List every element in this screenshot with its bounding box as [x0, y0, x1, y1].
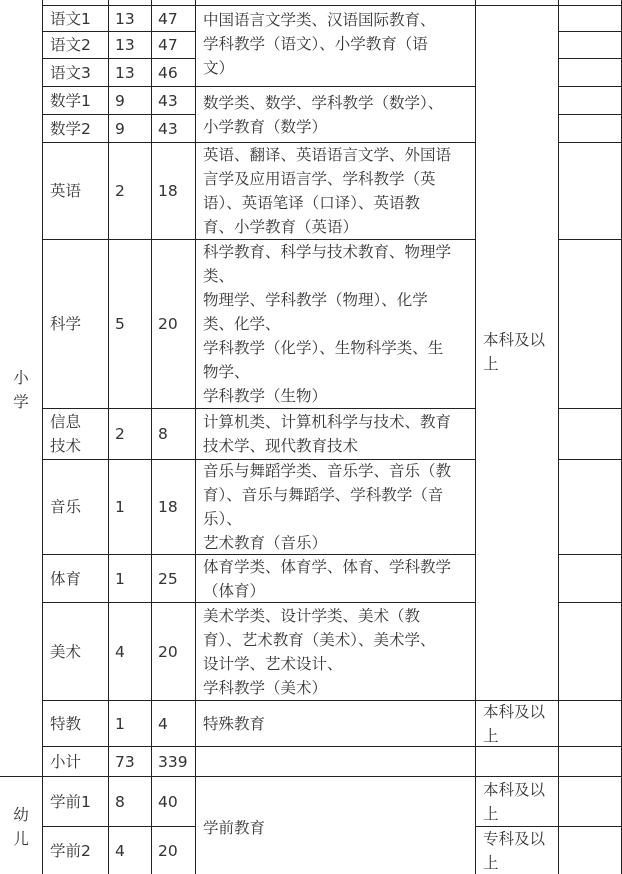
cell-subject: 学前1	[50, 792, 91, 811]
column-border	[151, 0, 152, 874]
cell-edu: 本科及以 上	[483, 780, 546, 823]
row-border	[559, 408, 622, 409]
cell-majors: 计算机类、计算机科学与技术、教育 技术学、现代教育技术	[203, 413, 452, 455]
group-label-preschool: 幼 儿	[13, 806, 29, 848]
cell-majors: 体育学类、体育学、体育、学科教学 （体育）	[203, 557, 452, 600]
cell-applicants: 18	[158, 498, 178, 516]
column-border	[195, 0, 196, 874]
cell-count: 9	[115, 119, 125, 138]
cell-applicants: 25	[158, 569, 178, 588]
cell-count: 8	[115, 792, 125, 811]
cell-applicants: 339	[158, 752, 188, 771]
row-border	[559, 58, 622, 59]
cell-count: 4	[115, 841, 125, 860]
cell-subject: 美术	[50, 642, 82, 661]
column-border	[558, 0, 559, 874]
cell-count: 5	[115, 315, 125, 333]
cell-applicants: 43	[158, 91, 178, 110]
cell-subject: 体育	[50, 569, 82, 588]
cell-majors: 英语、翻译、英语语言文学、外国语 言学及应用语言学、学科教学（英 语）、英语笔译（口译）、英语教 育、小学教育（英语）	[203, 146, 452, 236]
row-border	[559, 114, 622, 115]
cell-subject: 数学1	[50, 91, 91, 110]
majors-cell-chinese: 中国语言文学类、汉语国际教育、 学科教学（语文）、小学教育（语 文）	[203, 11, 436, 77]
cell-subject: 英语	[50, 182, 82, 200]
cell-edu: 本科及以 上	[483, 702, 546, 745]
cell-subject: 语文2	[50, 36, 91, 54]
cell-applicants: 8	[158, 425, 168, 443]
cell-count: 2	[115, 182, 125, 200]
cell-applicants: 4	[158, 714, 168, 733]
column-border	[108, 0, 109, 874]
column-border	[42, 0, 43, 874]
group-label-primary: 小 学	[13, 369, 29, 411]
row-border	[559, 142, 622, 143]
row-border	[559, 602, 622, 603]
cell-count: 1	[115, 569, 125, 588]
cell-count: 73	[115, 752, 135, 771]
cell-subject: 音乐	[50, 498, 82, 516]
cell-subject: 科学	[50, 315, 82, 333]
row-border	[559, 239, 622, 240]
cell-applicants: 20	[158, 315, 178, 333]
cell-applicants: 43	[158, 119, 178, 138]
cell-count: 1	[115, 714, 125, 733]
cell-subject: 信息 技术	[50, 413, 82, 455]
column-border	[475, 0, 476, 874]
education-cell-primary: 本科及以 上	[483, 331, 546, 373]
cell-subject: 语文3	[50, 63, 91, 82]
cell-edu: 专科及以 上	[483, 829, 546, 872]
cell-majors: 科学教育、科学与技术教育、物理学 类、 物理学、学科教学（物理）、化学 类、化学、 学科教学（化学）、生物科学类、生 物学、 学科教学（生物）	[203, 243, 452, 405]
cell-applicants: 46	[158, 63, 178, 82]
cell-applicants: 40	[158, 792, 178, 811]
cell-subject: 小计	[50, 752, 82, 771]
row-border	[559, 31, 622, 32]
cell-subject: 学前2	[50, 841, 91, 860]
cell-applicants: 47	[158, 9, 178, 28]
cell-count: 4	[115, 642, 125, 661]
cell-majors: 美术学类、设计学类、美术（教 育）、艺术教育（美术）、美术学、 设计学、艺术设计、 学科教学（美术）	[203, 606, 436, 697]
cell-applicants: 18	[158, 182, 178, 200]
cell-subject: 特教	[50, 714, 82, 733]
cell-count: 13	[115, 63, 135, 82]
cell-applicants: 47	[158, 36, 178, 54]
row-border	[559, 86, 622, 87]
cell-subject: 数学2	[50, 119, 91, 138]
cell-majors: 特殊教育	[203, 714, 266, 733]
row-border	[559, 554, 622, 555]
cell-subject: 语文1	[50, 9, 91, 28]
majors-cell-math: 数学类、数学、学科教学（数学）、 小学教育（数学）	[203, 94, 444, 136]
cell-count: 9	[115, 91, 125, 110]
cell-applicants: 20	[158, 642, 178, 661]
cell-count: 13	[115, 36, 135, 54]
cell-applicants: 20	[158, 841, 178, 860]
majors-cell-preschool: 学前教育	[203, 819, 266, 837]
cell-count: 2	[115, 425, 125, 443]
cell-count: 13	[115, 9, 135, 28]
cell-majors: 音乐与舞蹈学类、音乐学、音乐（教 育）、音乐与舞蹈学、学科教学（音 乐）、 艺术教育（音乐）	[203, 462, 452, 552]
cell-count: 1	[115, 498, 125, 516]
row-border	[559, 459, 622, 460]
